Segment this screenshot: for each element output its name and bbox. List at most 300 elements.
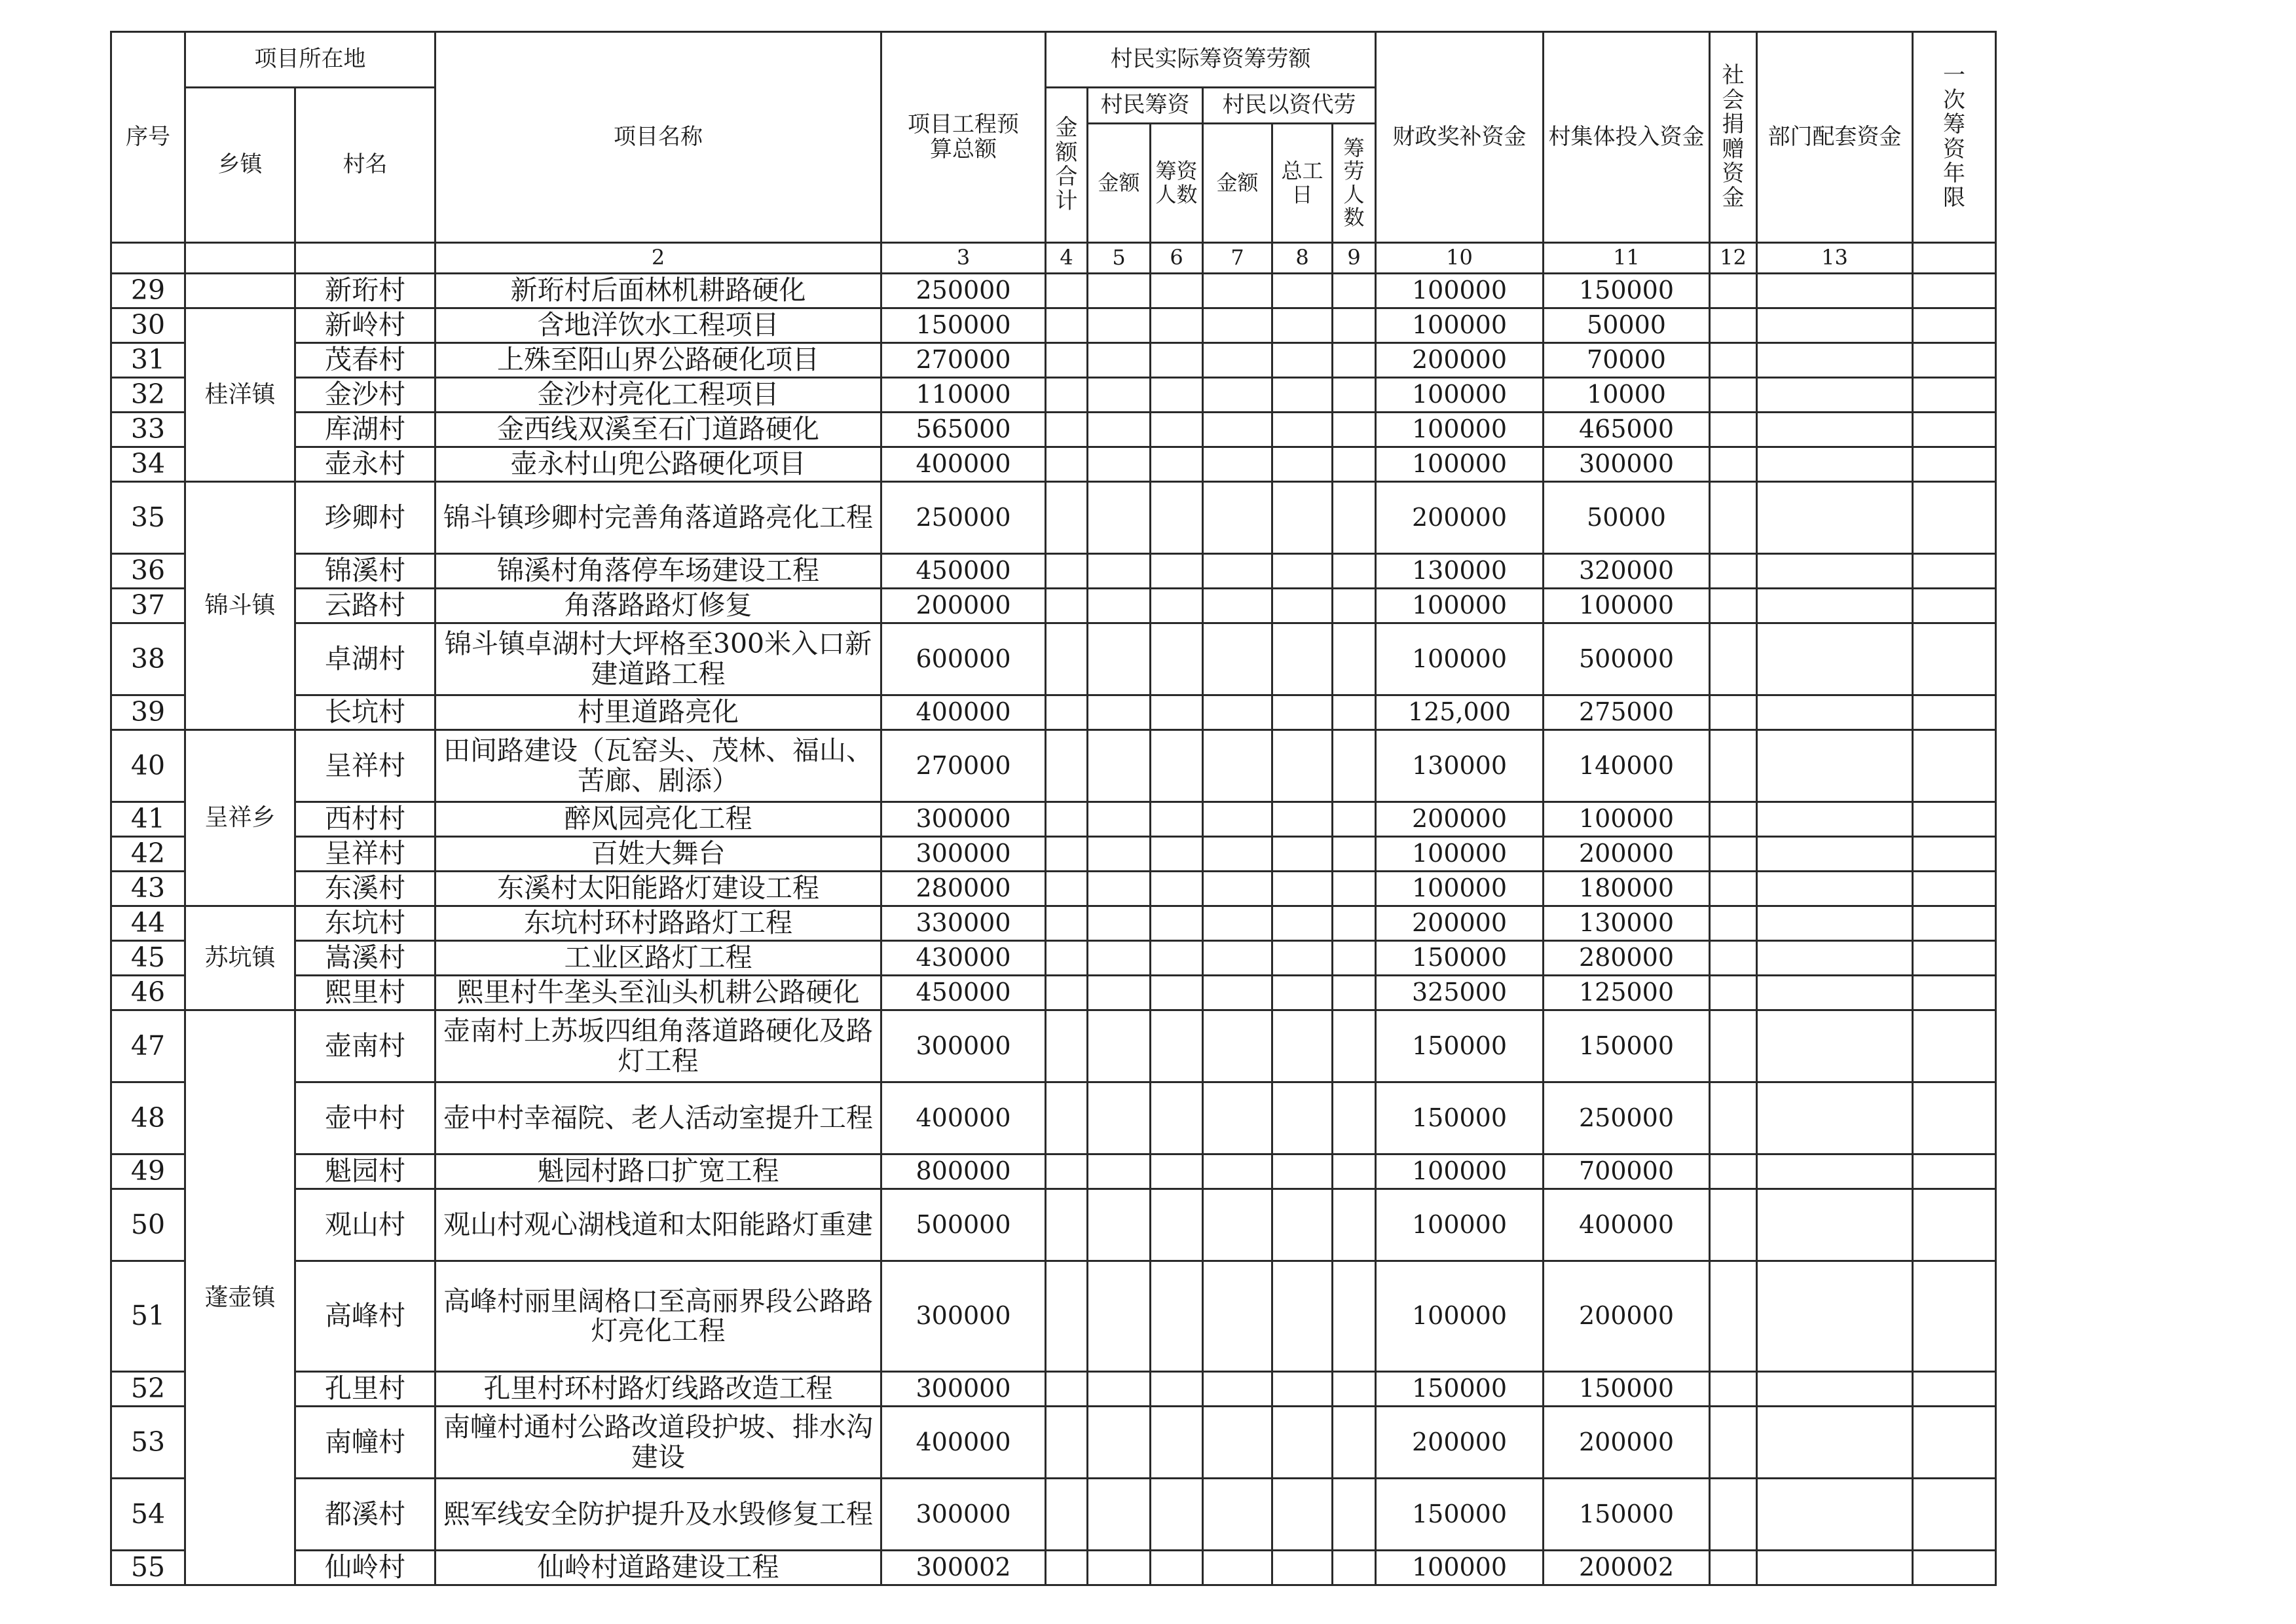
row-town: 锦斗镇 xyxy=(185,482,295,730)
row-empty-cell xyxy=(1710,1551,1757,1585)
row-empty-cell xyxy=(1203,802,1272,837)
row-empty-cell xyxy=(1710,482,1757,554)
row-empty-cell xyxy=(1046,1551,1088,1585)
row-village-collective: 200000 xyxy=(1544,837,1710,872)
row-village: 新珩村 xyxy=(295,274,435,308)
row-fiscal-subsidy: 200000 xyxy=(1376,1407,1544,1479)
row-empty-cell xyxy=(1913,802,1996,837)
row-empty-cell xyxy=(1151,837,1203,872)
row-seq: 46 xyxy=(111,976,185,1010)
row-empty-cell xyxy=(1151,554,1203,589)
header-social-donation: 社会捐赠资金 xyxy=(1710,32,1757,243)
row-empty-cell xyxy=(1710,378,1757,413)
row-empty-cell xyxy=(1272,872,1333,906)
row-project-name: 含地洋饮水工程项目 xyxy=(435,308,881,343)
row-budget: 250000 xyxy=(881,274,1046,308)
row-fiscal-subsidy: 100000 xyxy=(1376,1154,1544,1189)
row-project-name: 角落路路灯修复 xyxy=(435,589,881,623)
row-empty-cell xyxy=(1272,274,1333,308)
row-empty-cell xyxy=(1272,554,1333,589)
row-seq: 45 xyxy=(111,941,185,976)
row-empty-cell xyxy=(1757,941,1913,976)
header-village: 村名 xyxy=(295,88,435,243)
row-empty-cell xyxy=(1913,274,1996,308)
col-number: 13 xyxy=(1757,243,1913,274)
row-empty-cell xyxy=(1710,1010,1757,1082)
table-row xyxy=(111,274,1996,308)
row-empty-cell xyxy=(1151,1479,1203,1551)
row-empty-cell xyxy=(1272,1479,1333,1551)
header-raise-people: 筹资人数 xyxy=(1151,124,1203,243)
row-empty-cell xyxy=(1151,872,1203,906)
row-budget: 400000 xyxy=(881,447,1046,482)
header-project-name: 项目名称 xyxy=(435,32,881,243)
table-row xyxy=(111,1082,1996,1154)
row-village-collective: 150000 xyxy=(1544,1479,1710,1551)
row-project-name: 南幢村通村公路改道段护坡、排水沟建设 xyxy=(435,1407,881,1479)
row-empty-cell xyxy=(1088,976,1151,1010)
row-empty-cell xyxy=(1151,1407,1203,1479)
row-empty-cell xyxy=(1913,554,1996,589)
row-budget: 600000 xyxy=(881,623,1046,695)
row-empty-cell xyxy=(1151,447,1203,482)
row-village-collective: 200002 xyxy=(1544,1551,1710,1585)
row-empty-cell xyxy=(1088,308,1151,343)
row-empty-cell xyxy=(1272,802,1333,837)
row-empty-cell xyxy=(1710,413,1757,447)
row-empty-cell xyxy=(1333,802,1376,837)
row-empty-cell xyxy=(1088,1261,1151,1372)
row-seq: 44 xyxy=(111,906,185,941)
row-village: 呈祥村 xyxy=(295,730,435,802)
row-empty-cell xyxy=(1757,1551,1913,1585)
table-row xyxy=(111,695,1996,730)
row-empty-cell xyxy=(1272,730,1333,802)
row-empty-cell xyxy=(1333,837,1376,872)
row-empty-cell xyxy=(1046,589,1088,623)
row-seq: 32 xyxy=(111,378,185,413)
row-empty-cell xyxy=(1913,1010,1996,1082)
row-empty-cell xyxy=(1913,447,1996,482)
row-empty-cell xyxy=(1333,695,1376,730)
row-fiscal-subsidy: 200000 xyxy=(1376,343,1544,378)
row-village: 壶永村 xyxy=(295,447,435,482)
row-village: 库湖村 xyxy=(295,413,435,447)
row-empty-cell xyxy=(1088,343,1151,378)
row-project-name: 醉风园亮化工程 xyxy=(435,802,881,837)
row-empty-cell xyxy=(1913,976,1996,1010)
row-empty-cell xyxy=(1088,1154,1151,1189)
table-row xyxy=(111,413,1996,447)
row-project-name: 锦斗镇卓湖村大坪格至300米入口新建道路工程 xyxy=(435,623,881,695)
row-empty-cell xyxy=(1710,1261,1757,1372)
row-empty-cell xyxy=(1046,1479,1088,1551)
row-empty-cell xyxy=(1913,695,1996,730)
row-empty-cell xyxy=(1757,1082,1913,1154)
row-seq: 38 xyxy=(111,623,185,695)
row-empty-cell xyxy=(1151,274,1203,308)
row-empty-cell xyxy=(1046,1261,1088,1372)
header-villager-raise: 村民筹资 xyxy=(1088,88,1203,124)
header-seq: 序号 xyxy=(111,32,185,243)
row-empty-cell xyxy=(1088,941,1151,976)
row-village-collective: 125000 xyxy=(1544,976,1710,1010)
row-village-collective: 700000 xyxy=(1544,1154,1710,1189)
row-town: 苏坑镇 xyxy=(185,906,295,1010)
row-project-name: 工业区路灯工程 xyxy=(435,941,881,976)
row-empty-cell xyxy=(1757,413,1913,447)
row-empty-cell xyxy=(1913,1154,1996,1189)
table-row xyxy=(111,802,1996,837)
row-project-name: 熙军线安全防护提升及水毁修复工程 xyxy=(435,1479,881,1551)
row-empty-cell xyxy=(1203,837,1272,872)
header-budget: 项目工程预算总额 xyxy=(881,32,1046,243)
row-empty-cell xyxy=(1913,906,1996,941)
row-empty-cell xyxy=(1203,447,1272,482)
row-project-name: 熙里村牛垄头至汕头机耕公路硬化 xyxy=(435,976,881,1010)
row-seq: 42 xyxy=(111,837,185,872)
row-project-name: 锦斗镇珍卿村完善角落道路亮化工程 xyxy=(435,482,881,554)
row-fiscal-subsidy: 100000 xyxy=(1376,1551,1544,1585)
row-empty-cell xyxy=(1203,730,1272,802)
row-empty-cell xyxy=(1710,695,1757,730)
row-empty-cell xyxy=(1151,802,1203,837)
row-empty-cell xyxy=(1151,695,1203,730)
row-empty-cell xyxy=(1151,1261,1203,1372)
header-fiscal-subsidy: 财政奖补资金 xyxy=(1376,32,1544,243)
row-empty-cell xyxy=(1151,343,1203,378)
row-fiscal-subsidy: 150000 xyxy=(1376,1479,1544,1551)
table-row xyxy=(111,308,1996,343)
row-project-name: 观山村观心湖栈道和太阳能路灯重建 xyxy=(435,1189,881,1261)
row-village: 仙岭村 xyxy=(295,1551,435,1585)
row-empty-cell xyxy=(1272,976,1333,1010)
row-empty-cell xyxy=(1710,554,1757,589)
row-empty-cell xyxy=(1046,623,1088,695)
row-empty-cell xyxy=(1757,1407,1913,1479)
row-village: 熙里村 xyxy=(295,976,435,1010)
row-fiscal-subsidy: 100000 xyxy=(1376,1261,1544,1372)
row-empty-cell xyxy=(1913,730,1996,802)
header-town: 乡镇 xyxy=(185,88,295,243)
row-empty-cell xyxy=(1913,589,1996,623)
table-row xyxy=(111,1261,1996,1372)
row-seq: 35 xyxy=(111,482,185,554)
row-empty-cell xyxy=(1088,274,1151,308)
row-village: 魁园村 xyxy=(295,1154,435,1189)
row-project-name: 孔里村环村路灯线路改造工程 xyxy=(435,1372,881,1407)
row-fiscal-subsidy: 100000 xyxy=(1376,308,1544,343)
table-row xyxy=(111,554,1996,589)
row-empty-cell xyxy=(1203,695,1272,730)
row-village: 都溪村 xyxy=(295,1479,435,1551)
row-empty-cell xyxy=(1710,1372,1757,1407)
row-empty-cell xyxy=(1203,1372,1272,1407)
row-empty-cell xyxy=(1203,554,1272,589)
col-number: 4 xyxy=(1046,243,1088,274)
row-empty-cell xyxy=(1757,1479,1913,1551)
row-seq: 40 xyxy=(111,730,185,802)
row-empty-cell xyxy=(1272,1407,1333,1479)
row-village: 嵩溪村 xyxy=(295,941,435,976)
row-empty-cell xyxy=(1710,274,1757,308)
row-project-name: 金沙村亮化工程项目 xyxy=(435,378,881,413)
row-village: 长坑村 xyxy=(295,695,435,730)
row-seq: 55 xyxy=(111,1551,185,1585)
row-seq: 52 xyxy=(111,1372,185,1407)
row-empty-cell xyxy=(1151,1082,1203,1154)
row-seq: 41 xyxy=(111,802,185,837)
row-empty-cell xyxy=(1333,554,1376,589)
row-empty-cell xyxy=(1203,623,1272,695)
row-empty-cell xyxy=(1088,906,1151,941)
header-total: 金额合计 xyxy=(1046,88,1088,243)
header-labor-in-lieu: 村民以资代劳 xyxy=(1203,88,1376,124)
row-seq: 33 xyxy=(111,413,185,447)
header-dept-matching: 部门配套资金 xyxy=(1757,32,1913,243)
row-empty-cell xyxy=(1088,413,1151,447)
row-empty-cell xyxy=(1046,906,1088,941)
row-empty-cell xyxy=(1333,1372,1376,1407)
row-empty-cell xyxy=(1710,589,1757,623)
header-labor-people: 筹劳人数 xyxy=(1333,124,1376,243)
row-empty-cell xyxy=(1710,447,1757,482)
row-empty-cell xyxy=(1333,274,1376,308)
row-empty-cell xyxy=(1913,1372,1996,1407)
row-empty-cell xyxy=(1272,1372,1333,1407)
table-row xyxy=(111,623,1996,695)
row-empty-cell xyxy=(1333,343,1376,378)
row-empty-cell xyxy=(1757,1189,1913,1261)
row-empty-cell xyxy=(1333,1407,1376,1479)
row-empty-cell xyxy=(1333,378,1376,413)
row-seq: 54 xyxy=(111,1479,185,1551)
row-budget: 430000 xyxy=(881,941,1046,976)
row-empty-cell xyxy=(1913,1082,1996,1154)
row-empty-cell xyxy=(1088,802,1151,837)
row-project-name: 新珩村后面林机耕路硬化 xyxy=(435,274,881,308)
row-town: 蓬壶镇 xyxy=(185,1010,295,1585)
col-number: 7 xyxy=(1203,243,1272,274)
row-empty-cell xyxy=(1203,872,1272,906)
row-empty-cell xyxy=(1333,872,1376,906)
row-empty-cell xyxy=(1333,1010,1376,1082)
row-fiscal-subsidy: 100000 xyxy=(1376,1189,1544,1261)
row-empty-cell xyxy=(1203,482,1272,554)
row-empty-cell xyxy=(1757,554,1913,589)
row-budget: 300002 xyxy=(881,1551,1046,1585)
table-row xyxy=(111,378,1996,413)
row-empty-cell xyxy=(1913,1551,1996,1585)
row-empty-cell xyxy=(1088,1551,1151,1585)
row-project-name: 田间路建设（瓦窑头、茂林、福山、苦廊、剧添） xyxy=(435,730,881,802)
row-empty-cell xyxy=(1151,976,1203,1010)
row-budget: 280000 xyxy=(881,872,1046,906)
row-fiscal-subsidy: 100000 xyxy=(1376,623,1544,695)
row-project-name: 锦溪村角落停车场建设工程 xyxy=(435,554,881,589)
header-workdays: 总工日 xyxy=(1272,124,1333,243)
row-budget: 400000 xyxy=(881,1407,1046,1479)
row-empty-cell xyxy=(1272,1082,1333,1154)
row-empty-cell xyxy=(1272,308,1333,343)
row-village: 金沙村 xyxy=(295,378,435,413)
row-empty-cell xyxy=(1710,343,1757,378)
row-empty-cell xyxy=(1203,1551,1272,1585)
row-empty-cell xyxy=(1203,274,1272,308)
row-empty-cell xyxy=(1333,447,1376,482)
row-empty-cell xyxy=(1203,976,1272,1010)
col-number: 12 xyxy=(1710,243,1757,274)
row-empty-cell xyxy=(1272,589,1333,623)
row-village: 孔里村 xyxy=(295,1372,435,1407)
row-empty-cell xyxy=(1088,837,1151,872)
row-village: 珍卿村 xyxy=(295,482,435,554)
row-empty-cell xyxy=(1333,1189,1376,1261)
row-project-name: 壶中村幸福院、老人活动室提升工程 xyxy=(435,1082,881,1154)
row-village: 壶南村 xyxy=(295,1010,435,1082)
row-empty-cell xyxy=(1913,1261,1996,1372)
row-village-collective: 140000 xyxy=(1544,730,1710,802)
header-amount2: 金额 xyxy=(1203,124,1272,243)
row-empty-cell xyxy=(1913,308,1996,343)
row-empty-cell xyxy=(1333,1479,1376,1551)
row-empty-cell xyxy=(1333,906,1376,941)
row-budget: 150000 xyxy=(881,308,1046,343)
row-village: 壶中村 xyxy=(295,1082,435,1154)
row-empty-cell xyxy=(1046,695,1088,730)
row-empty-cell xyxy=(1757,1372,1913,1407)
row-empty-cell xyxy=(1710,1407,1757,1479)
row-empty-cell xyxy=(1151,589,1203,623)
row-village-collective: 10000 xyxy=(1544,378,1710,413)
row-fiscal-subsidy: 200000 xyxy=(1376,482,1544,554)
row-seq: 37 xyxy=(111,589,185,623)
row-empty-cell xyxy=(1088,482,1151,554)
row-fiscal-subsidy: 100000 xyxy=(1376,872,1544,906)
row-project-name: 仙岭村道路建设工程 xyxy=(435,1551,881,1585)
row-empty-cell xyxy=(1203,1407,1272,1479)
table-row xyxy=(111,837,1996,872)
row-empty-cell xyxy=(1046,1082,1088,1154)
row-project-name: 壶永村山兜公路硬化项目 xyxy=(435,447,881,482)
row-budget: 450000 xyxy=(881,976,1046,1010)
row-empty-cell xyxy=(1710,802,1757,837)
row-budget: 400000 xyxy=(881,695,1046,730)
row-seq: 36 xyxy=(111,554,185,589)
row-empty-cell xyxy=(1913,343,1996,378)
table-row xyxy=(111,976,1996,1010)
row-empty-cell xyxy=(1272,378,1333,413)
header-one-time-years: 一次筹资年限 xyxy=(1913,32,1996,243)
row-empty-cell xyxy=(1272,837,1333,872)
row-village-collective: 150000 xyxy=(1544,1010,1710,1082)
row-project-name: 高峰村丽里阔格口至高丽界段公路路灯亮化工程 xyxy=(435,1261,881,1372)
row-empty-cell xyxy=(1710,906,1757,941)
row-project-name: 东溪村太阳能路灯建设工程 xyxy=(435,872,881,906)
row-empty-cell xyxy=(1088,872,1151,906)
row-empty-cell xyxy=(1046,413,1088,447)
row-fiscal-subsidy: 100000 xyxy=(1376,837,1544,872)
row-fiscal-subsidy: 150000 xyxy=(1376,1010,1544,1082)
header-amount: 金额 xyxy=(1088,124,1151,243)
row-fiscal-subsidy: 130000 xyxy=(1376,554,1544,589)
row-empty-cell xyxy=(1757,695,1913,730)
row-town: 呈祥乡 xyxy=(185,730,295,906)
col-number: 9 xyxy=(1333,243,1376,274)
row-empty-cell xyxy=(1333,1154,1376,1189)
row-budget: 450000 xyxy=(881,554,1046,589)
row-empty-cell xyxy=(1151,1010,1203,1082)
row-empty-cell xyxy=(1710,1082,1757,1154)
row-empty-cell xyxy=(1203,308,1272,343)
row-empty-cell xyxy=(1710,730,1757,802)
row-seq: 47 xyxy=(111,1010,185,1082)
row-village: 东坑村 xyxy=(295,906,435,941)
row-empty-cell xyxy=(1046,837,1088,872)
row-empty-cell xyxy=(1046,308,1088,343)
row-fiscal-subsidy: 150000 xyxy=(1376,1372,1544,1407)
row-seq: 43 xyxy=(111,872,185,906)
row-fiscal-subsidy: 100000 xyxy=(1376,589,1544,623)
row-empty-cell xyxy=(1151,1154,1203,1189)
row-village: 新岭村 xyxy=(295,308,435,343)
row-seq: 34 xyxy=(111,447,185,482)
row-fiscal-subsidy: 200000 xyxy=(1376,802,1544,837)
row-fiscal-subsidy: 100000 xyxy=(1376,413,1544,447)
col-number: 11 xyxy=(1544,243,1710,274)
row-empty-cell xyxy=(1088,1082,1151,1154)
row-empty-cell xyxy=(1913,1407,1996,1479)
row-empty-cell xyxy=(1757,274,1913,308)
row-empty-cell xyxy=(1757,976,1913,1010)
row-fiscal-subsidy: 100000 xyxy=(1376,447,1544,482)
row-seq: 39 xyxy=(111,695,185,730)
col-number: 5 xyxy=(1088,243,1151,274)
row-seq: 29 xyxy=(111,274,185,308)
row-village-collective: 250000 xyxy=(1544,1082,1710,1154)
row-village-collective: 500000 xyxy=(1544,623,1710,695)
header-villager-funding: 村民实际筹资筹劳额 xyxy=(1046,32,1376,88)
row-empty-cell xyxy=(1272,413,1333,447)
row-empty-cell xyxy=(1088,1372,1151,1407)
row-empty-cell xyxy=(1272,1189,1333,1261)
row-empty-cell xyxy=(1333,730,1376,802)
row-empty-cell xyxy=(1272,941,1333,976)
row-empty-cell xyxy=(1710,837,1757,872)
row-empty-cell xyxy=(1757,1154,1913,1189)
row-empty-cell xyxy=(1046,447,1088,482)
row-village-collective: 50000 xyxy=(1544,482,1710,554)
table-row xyxy=(111,343,1996,378)
row-empty-cell xyxy=(1913,482,1996,554)
row-village: 观山村 xyxy=(295,1189,435,1261)
row-empty-cell xyxy=(1333,308,1376,343)
row-budget: 565000 xyxy=(881,413,1046,447)
row-seq: 53 xyxy=(111,1407,185,1479)
row-empty-cell xyxy=(1710,623,1757,695)
row-empty-cell xyxy=(1272,1154,1333,1189)
row-seq: 50 xyxy=(111,1189,185,1261)
row-empty-cell xyxy=(1046,274,1088,308)
funding-table xyxy=(110,31,1997,1586)
row-village: 高峰村 xyxy=(295,1261,435,1372)
row-fiscal-subsidy: 130000 xyxy=(1376,730,1544,802)
row-village: 东溪村 xyxy=(295,872,435,906)
row-village-collective: 400000 xyxy=(1544,1189,1710,1261)
row-empty-cell xyxy=(1710,308,1757,343)
row-empty-cell xyxy=(1272,447,1333,482)
row-fiscal-subsidy: 100000 xyxy=(1376,274,1544,308)
